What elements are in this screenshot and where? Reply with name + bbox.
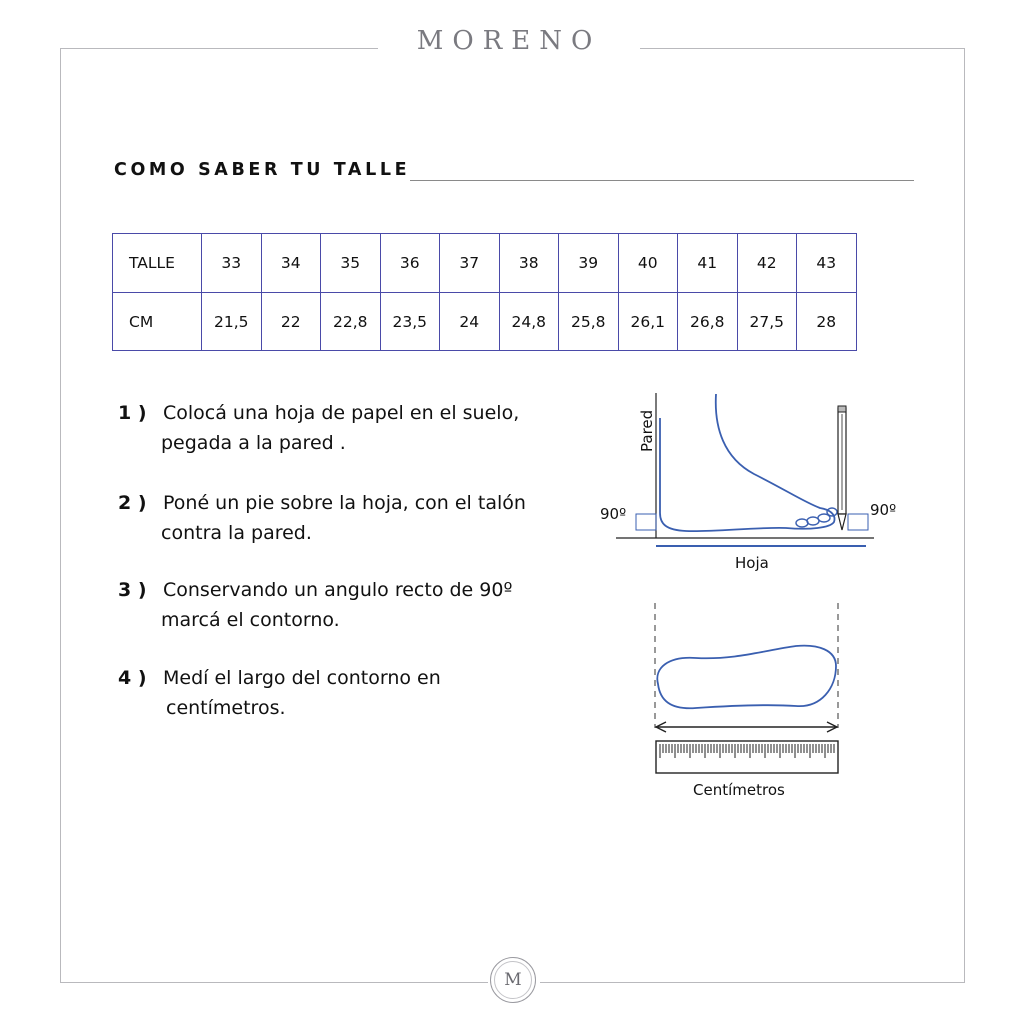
cm-cell: 23,5 [380, 293, 440, 351]
sheet-label: Hoja [735, 554, 769, 572]
step-text: centímetros. [166, 697, 286, 719]
step-text: pegada a la pared . [161, 432, 346, 454]
step-text: Medí el largo del contorno en [163, 667, 441, 689]
size-row [113, 234, 857, 293]
size-cell: 41 [678, 234, 738, 293]
frame-bottom-right-rule [540, 982, 965, 983]
cm-cell: 21,5 [202, 293, 262, 351]
frame-top-right-rule [640, 48, 965, 49]
frame-right-rule [964, 48, 965, 983]
frame-left-rule [60, 48, 61, 983]
angle-left-label: 90º [600, 505, 627, 523]
right-angle-right-icon [848, 514, 868, 530]
cm-cell: 24,8 [499, 293, 559, 351]
size-cell: 37 [440, 234, 500, 293]
frame-bottom-left-rule [60, 982, 488, 983]
size-cell: 34 [261, 234, 321, 293]
size-table [112, 233, 857, 351]
cm-cell: 25,8 [559, 293, 619, 351]
cm-cell: 28 [797, 293, 857, 351]
cm-cell: 26,8 [678, 293, 738, 351]
size-cell: 40 [618, 234, 678, 293]
foot-side-view [600, 393, 896, 572]
wall-label: Pared [638, 409, 656, 452]
angle-right-label: 90º [870, 501, 897, 519]
cm-cell: 22,8 [321, 293, 381, 351]
step-text: contra la pared. [161, 522, 312, 544]
size-cell: 43 [797, 234, 857, 293]
step-number: 2 ) [118, 492, 147, 514]
cm-cell: 24 [440, 293, 500, 351]
cm-cell: 22 [261, 293, 321, 351]
footprint-diagram [655, 603, 838, 799]
size-cell: 42 [737, 234, 797, 293]
frame-top-left-rule [60, 48, 378, 49]
right-angle-left-icon [636, 514, 656, 530]
step-text: Colocá una hoja de papel en el suelo, [163, 402, 520, 424]
heading-rule [410, 180, 914, 181]
size-cell: 38 [499, 234, 559, 293]
size-cell: 35 [321, 234, 381, 293]
footprint-outline-icon [657, 646, 836, 709]
size-cell: 36 [380, 234, 440, 293]
cm-row [113, 293, 857, 351]
step-number: 3 ) [118, 579, 147, 601]
page-heading: COMO SABER TU TALLE [114, 160, 411, 180]
step-number: 4 ) [118, 667, 147, 689]
foot-outline-icon [660, 394, 834, 531]
size-cell: 39 [559, 234, 619, 293]
step-text: Poné un pie sobre la hoja, con el talón [163, 492, 526, 514]
ruler-label: Centímetros [693, 781, 785, 799]
monogram-letter: M [494, 961, 532, 999]
step-text: marcá el contorno. [161, 609, 340, 631]
cm-cell: 26,1 [618, 293, 678, 351]
measuring-illustration [596, 388, 916, 808]
brand-name: MORENO [416, 26, 602, 56]
cm-cell: 27,5 [737, 293, 797, 351]
step-text: Conservando un angulo recto de 90º [163, 579, 513, 601]
size-row-header: TALLE [113, 234, 202, 293]
pencil-icon [838, 406, 846, 530]
monogram-logo [490, 957, 536, 1003]
step-number: 1 ) [118, 402, 147, 424]
cm-row-header: CM [113, 293, 202, 351]
size-cell: 33 [202, 234, 262, 293]
